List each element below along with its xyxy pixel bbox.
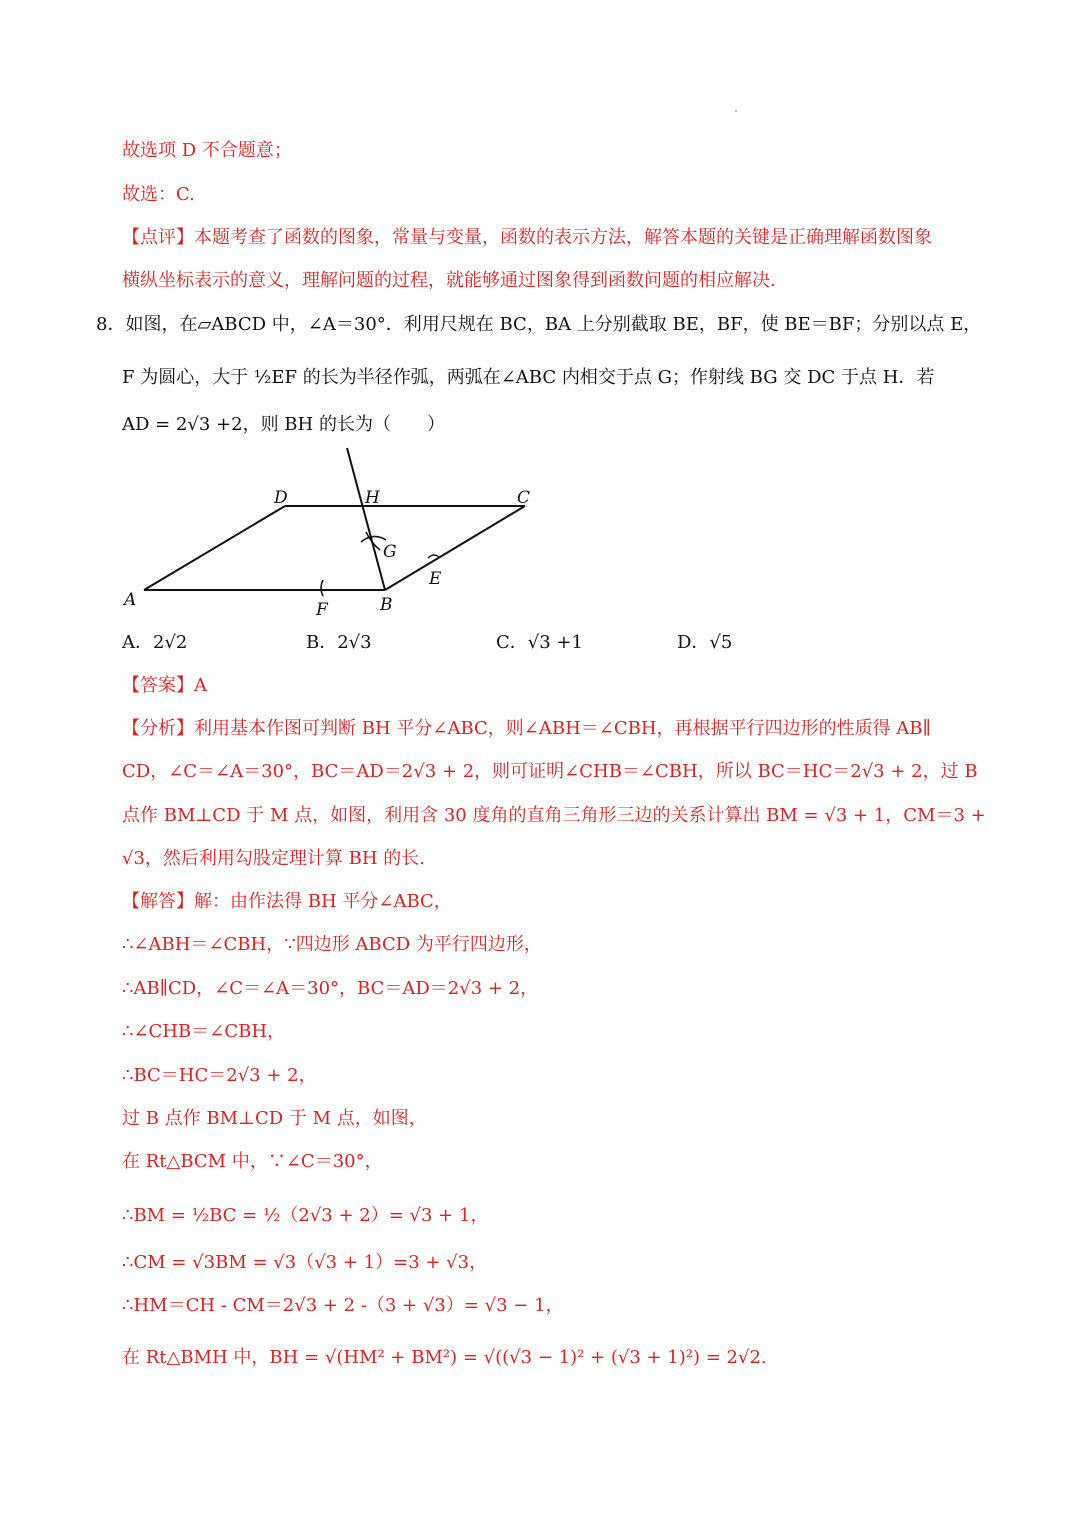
solution-line-9: ∴CM = √3BM = √3（√3 + 1）=3 + √3， xyxy=(122,1252,488,1273)
analysis-line-3: 点作 BM⊥CD 于 M 点，如图，利用含 30 度角的直角三角形三边的关系计算出 BM = √3 + 1，CM＝3 + xyxy=(122,805,986,826)
comment-line-2: 横纵坐标表示的意义，理解问题的过程，就能够通过图象得到函数问题的相应解决. xyxy=(122,270,776,291)
option-d: D．√5 xyxy=(677,632,733,653)
analysis-line-1: 【分析】利用基本作图可判断 BH 平分∠ABC，则∠ABH＝∠CBH，再根据平行四边形的性质得 AB∥ xyxy=(122,718,931,739)
scan-speck xyxy=(735,110,737,112)
comment-line-1: 【点评】本题考查了函数的图象，常量与变量，函数的表示方法，解答本题的关键是正确理解函数图象 xyxy=(122,227,932,248)
label-b: B xyxy=(380,595,393,615)
option-b: B．2√3 xyxy=(306,632,372,653)
arc-f xyxy=(321,580,323,596)
label-f: F xyxy=(316,600,328,620)
label-d: D xyxy=(274,488,288,508)
solution-line-2: ∴∠ABH＝∠CBH，∵四边形 ABCD 为平行四边形， xyxy=(122,934,542,955)
side-da xyxy=(144,506,285,590)
analysis-line-4: √3，然后利用勾股定理计算 BH 的长. xyxy=(122,848,426,869)
parallelogram-figure xyxy=(110,440,550,630)
solution-line-6: 过 B 点作 BM⊥CD 于 M 点，如图， xyxy=(122,1108,427,1129)
label-h: H xyxy=(365,488,380,508)
label-g: G xyxy=(383,542,397,562)
solution-line-option-d: 故选项 D 不合题意； xyxy=(122,140,292,161)
side-bc xyxy=(385,506,525,590)
solution-line-4: ∴∠CHB＝∠CBH， xyxy=(122,1021,286,1042)
solution-line-5: ∴BC＝HC＝2√3 + 2， xyxy=(122,1065,317,1086)
solution-line-3: ∴AB∥CD，∠C＝∠A＝30°，BC＝AD＝2√3 + 2， xyxy=(122,978,539,999)
solution-line-7: 在 Rt△BCM 中，∵∠C＝30°， xyxy=(122,1151,383,1172)
solution-line-11: 在 Rt△BMH 中，BH = √(HM² + BM²) = √((√3 − 1)² + (√3 + 1)²) = 2√2. xyxy=(122,1347,767,1368)
question-line-2: F 为圆心，大于 ½EF 的长为半径作弧，两弧在∠ABC 内相交于点 G；作射线 BG 交 DC 于点 H．若 xyxy=(122,367,935,388)
solution-line-1: 【解答】解：由作法得 BH 平分∠ABC， xyxy=(122,891,452,912)
ray-bg xyxy=(347,448,385,590)
solution-line-choice: 故选：C. xyxy=(122,184,195,205)
analysis-line-2: CD，∠C＝∠A＝30°，BC＝AD＝2√3 + 2，则可证明∠CHB＝∠CBH，所以 BC＝HC＝2√3 + 2，过 B xyxy=(122,761,978,782)
question-line-1: 8．如图，在▱ABCD 中，∠A＝30°．利用尺规在 BC，BA 上分别截取 BE，BF，使 BE＝BF；分别以点 E， xyxy=(96,314,982,335)
option-a: A．2√2 xyxy=(122,632,188,653)
option-c: C．√3 +1 xyxy=(496,632,583,653)
solution-line-10: ∴HM＝CH - CM＝2√3 + 2 -（3 + √3）= √3 − 1， xyxy=(122,1295,564,1316)
label-c: C xyxy=(517,488,531,508)
answer-line: 【答案】A xyxy=(122,675,207,696)
question-line-3: AD = 2√3 +2，则 BH 的长为（ ） xyxy=(122,414,445,435)
solution-line-8: ∴BM = ½BC = ½（2√3 + 2）= √3 + 1， xyxy=(122,1205,489,1226)
label-e: E xyxy=(429,569,442,589)
label-a: A xyxy=(124,590,137,610)
